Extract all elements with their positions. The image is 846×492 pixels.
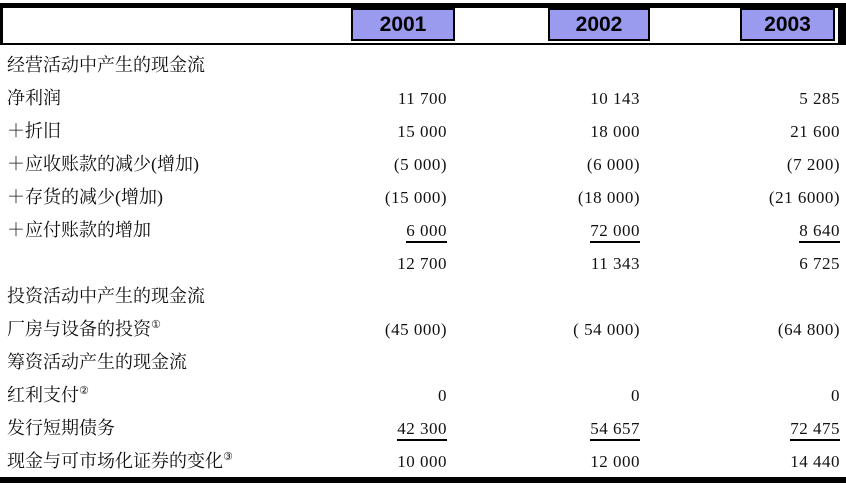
table-row-short-term-debt-issued <box>0 412 846 445</box>
table-bottom-border <box>0 477 846 483</box>
cell-2003: (21 6000) <box>768 188 840 207</box>
cell-2002: (18 000) <box>577 188 640 207</box>
table-row-cash-securities-change <box>0 445 846 478</box>
table-row-payables-increase <box>0 214 846 247</box>
cell-2001: (5 000) <box>393 155 447 174</box>
cell-2002: 12 000 <box>590 452 640 471</box>
cell-2003: 8 640 <box>740 214 840 247</box>
cell-2002: (6 000) <box>586 155 640 174</box>
footnote-marker-2: ② <box>79 384 89 397</box>
cell-2001: 6 000 <box>347 214 447 247</box>
row-label: ＋存货的减少(增加) <box>7 187 163 207</box>
table-row-operating-subtotal <box>0 247 846 280</box>
cell-2002: 18 000 <box>590 122 640 141</box>
footnote-marker-1: ① <box>151 318 161 331</box>
row-label: ＋应付账款的增加 <box>7 220 151 240</box>
row-label: 净利润 <box>7 88 61 108</box>
table-row-net-profit <box>0 82 846 115</box>
cell-2002: 11 343 <box>590 254 640 273</box>
row-label: 经营活动中产生的现金流 <box>7 55 205 75</box>
table-row-section-investing <box>0 280 846 313</box>
cell-2002: 72 000 <box>540 214 640 247</box>
row-label: 红利支付 <box>7 385 79 405</box>
table-row-plant-equipment-investment <box>0 313 846 346</box>
cell-2001: 42 300 <box>347 412 447 445</box>
row-label: 投资活动中产生的现金流 <box>7 286 205 306</box>
cell-2001: (45 000) <box>384 320 447 339</box>
header-right-border <box>838 8 846 43</box>
cell-2003: 14 440 <box>790 452 840 471</box>
table-body <box>0 49 846 478</box>
cell-2002: 0 <box>631 386 640 405</box>
cell-2003: (64 800) <box>777 320 840 339</box>
row-label: ＋应收账款的减少(增加) <box>7 154 199 174</box>
cell-2002: 10 143 <box>590 89 640 108</box>
cell-2003: 5 285 <box>799 89 840 108</box>
cell-2001: 12 700 <box>397 254 447 273</box>
year-header-2003: 2003 <box>740 8 835 41</box>
cell-2001: 0 <box>438 386 447 405</box>
header-underline <box>0 43 846 45</box>
table-row-section-operating <box>0 49 846 82</box>
footnote-marker-3: ③ <box>223 450 233 463</box>
cell-2001: (15 000) <box>384 188 447 207</box>
cell-2003: 72 475 <box>740 412 840 445</box>
cell-2002: 54 657 <box>540 412 640 445</box>
table-row-dividends-paid <box>0 379 846 412</box>
row-label: 筹资活动产生的现金流 <box>7 352 187 372</box>
year-header-2001: 2001 <box>351 8 455 41</box>
cell-2001: 10 000 <box>397 452 447 471</box>
cell-2002: ( 54 000) <box>573 320 640 339</box>
year-header-2002: 2002 <box>548 8 650 41</box>
table-row-inventory-change <box>0 181 846 214</box>
cell-2003: (7 200) <box>786 155 840 174</box>
header-left-border <box>0 8 3 43</box>
row-label: 发行短期债务 <box>7 418 115 438</box>
table-row-section-financing <box>0 346 846 379</box>
row-label: 现金与可市场化证券的变化 <box>7 451 223 471</box>
cell-2001: 11 700 <box>397 89 447 108</box>
cell-2003: 0 <box>831 386 840 405</box>
table-row-depreciation <box>0 115 846 148</box>
row-label: ＋折旧 <box>7 121 61 141</box>
cell-2003: 21 600 <box>790 122 840 141</box>
row-label: 厂房与设备的投资 <box>7 319 151 339</box>
cell-2001: 15 000 <box>397 122 447 141</box>
table-header-row <box>0 8 846 43</box>
table-row-receivables-change <box>0 148 846 181</box>
cell-2003: 6 725 <box>799 254 840 273</box>
